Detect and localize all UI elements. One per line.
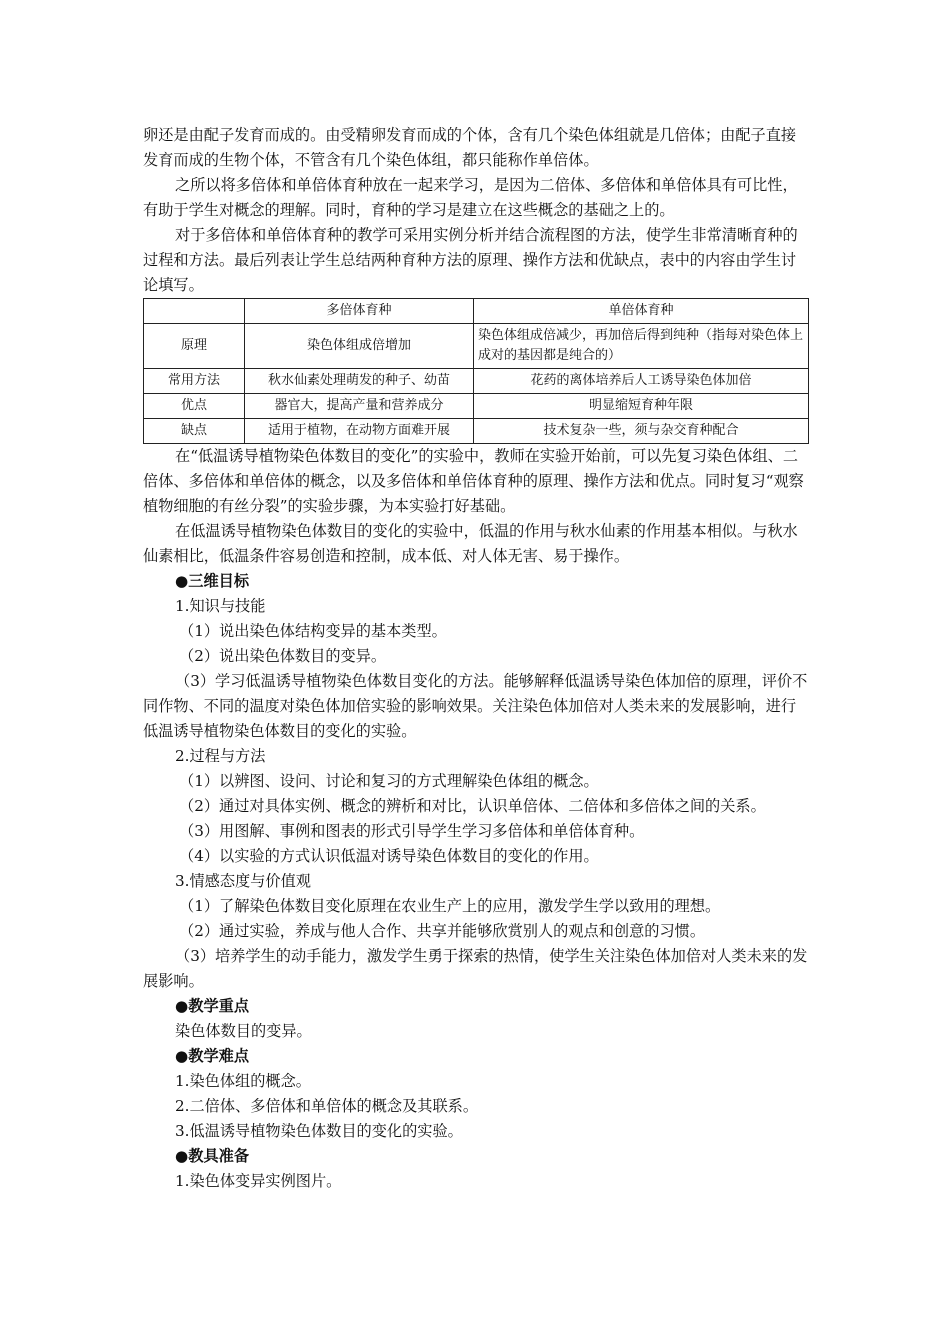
- table-cell: 技术复杂一些，须与杂交育种配合: [474, 419, 809, 444]
- list-item: （1）以辨图、设问、讨论和复习的方式理解染色体组的概念。: [179, 772, 599, 790]
- table-cell: 缺点: [144, 419, 245, 444]
- list-item: （2）说出染色体数目的变异。: [179, 647, 387, 665]
- paragraph: 卵还是由配子发育而成的。由受精卵发育而成的个体，含有几个染色体组就是几倍体；由配子直接发育而成的生物个体，不管含有几个染色体组，都只能称作单倍体。: [143, 126, 797, 169]
- paragraph: 在低温诱导植物染色体数目的变化的实验中，低温的作用与秋水仙素的作用基本相似。与秋水仙素相比，低温条件容易创造和控制，成本低、对人体无害、易于操作。: [143, 522, 798, 565]
- table-header-cell: [144, 299, 245, 324]
- table-cell: 器官大，提高产量和营养成分: [245, 394, 474, 419]
- table-row: [144, 369, 809, 394]
- table-cell: 原理: [144, 324, 245, 369]
- table-cell: 花药的离体培养后人工诱导染色体加倍: [474, 369, 809, 394]
- table-cell: 适用于植物，在动物方面难开展: [245, 419, 474, 444]
- list-item: 3.低温诱导植物染色体数目的变化的实验。: [175, 1122, 463, 1140]
- table-cell: 优点: [144, 394, 245, 419]
- paragraph: 之所以将多倍体和单倍体育种放在一起来学习，是因为二倍体、多倍体和单倍体具有可比性，有助于学生对概念的理解。同时，育种的学习是建立在这些概念的基础之上的。: [143, 176, 798, 219]
- document-page: [143, 123, 808, 1194]
- table-row: [144, 419, 809, 444]
- table-header-row: [144, 299, 809, 324]
- table-cell: 染色体组成倍减少，再加倍后得到纯种（指每对染色体上成对的基因都是纯合的）: [474, 324, 809, 369]
- list-item: （4）以实验的方式认识低温对诱导染色体数目的变化的作用。: [179, 847, 599, 865]
- table-row: [144, 324, 809, 369]
- table-header-cell: 单倍体育种: [474, 299, 809, 324]
- list-item: 1.染色体变异实例图片。: [175, 1172, 342, 1190]
- paragraph: 在“低温诱导植物染色体数目的变化”的实验中，教师在实验开始前，可以先复习染色体组、二倍体、多倍体和单倍体的概念，以及多倍体和单倍体育种的原理、操作方法和优点。同时复习“观察植物细胞的有丝分裂”的实验步骤，为本实验打好基础。: [143, 447, 804, 515]
- table-header-cell: 多倍体育种: [245, 299, 474, 324]
- list-item: （3）学习低温诱导植物染色体数目变化的方法。能够解释低温诱导染色体加倍的原理，评价不同作物、不同的温度对染色体加倍实验的影响效果。关注染色体加倍对人类未来的发展影响，进行低温诱导植物染色体数目的变化的实验。: [143, 672, 808, 740]
- section-heading-difficult: ●教学难点: [175, 1047, 250, 1065]
- list-item: 2.二倍体、多倍体和单倍体的概念及其联系。: [175, 1097, 479, 1115]
- table-cell: 秋水仙素处理萌发的种子、幼苗: [245, 369, 474, 394]
- table-row: [144, 394, 809, 419]
- list-item: （3）培养学生的动手能力，激发学生勇于探索的热情，使学生关注染色体加倍对人类未来的发展影响。: [143, 947, 808, 990]
- list-item: （2）通过实验，养成与他人合作、共享并能够欣赏别人的观点和创意的习惯。: [179, 922, 706, 940]
- list-item: （1）说出染色体结构变异的基本类型。: [179, 622, 447, 640]
- list-item: （1）了解染色体数目变化原理在农业生产上的应用，激发学生学以致用的理想。: [179, 897, 721, 915]
- table-cell: 染色体组成倍增加: [245, 324, 474, 369]
- breeding-comparison-table: [143, 298, 809, 444]
- table-cell: 明显缩短育种年限: [474, 394, 809, 419]
- subheading: 2.过程与方法: [175, 747, 266, 765]
- section-heading-goals: ●三维目标: [175, 572, 250, 590]
- section-heading-prep: ●教具准备: [175, 1147, 250, 1165]
- section-heading-key: ●教学重点: [175, 997, 250, 1015]
- list-item: （3）用图解、事例和图表的形式引导学生学习多倍体和单倍体育种。: [179, 822, 645, 840]
- paragraph: 染色体数目的变异。: [175, 1022, 312, 1040]
- list-item: （2）通过对具体实例、概念的辨析和对比，认识单倍体、二倍体和多倍体之间的关系。: [179, 797, 766, 815]
- subheading: 3.情感态度与价值观: [175, 872, 311, 890]
- paragraph: 对于多倍体和单倍体育种的教学可采用实例分析并结合流程图的方法，使学生非常清晰育种的过程和方法。最后列表让学生总结两种育种方法的原理、操作方法和优缺点，表中的内容由学生讨论填写。: [143, 226, 798, 294]
- subheading: 1.知识与技能: [175, 597, 266, 615]
- list-item: 1.染色体组的概念。: [175, 1072, 311, 1090]
- table-cell: 常用方法: [144, 369, 245, 394]
